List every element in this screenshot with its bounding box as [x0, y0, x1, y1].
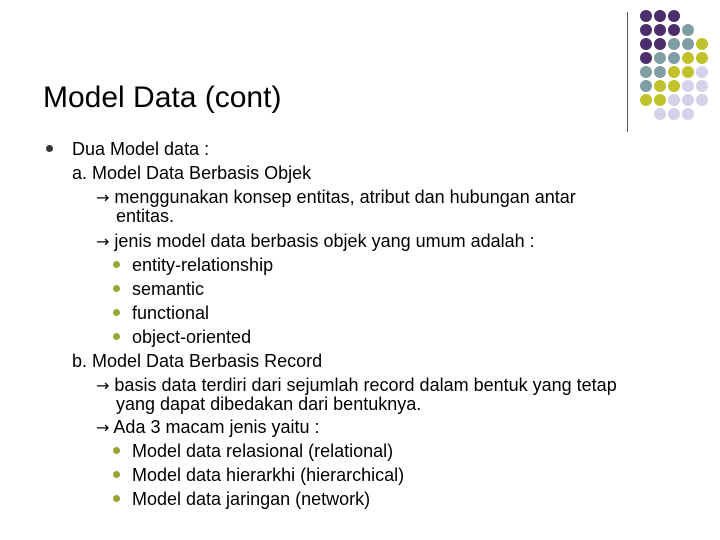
decor-dot — [682, 108, 694, 120]
decor-dot — [668, 10, 680, 22]
decor-dot — [668, 24, 680, 36]
decor-dot — [682, 24, 694, 36]
decor-dot — [654, 108, 666, 120]
decor-dot — [668, 80, 680, 92]
decor-dot — [654, 66, 666, 78]
decor-dot — [682, 80, 694, 92]
intro-text: Dua Model data : — [72, 139, 210, 159]
bullet-icon — [113, 261, 120, 268]
bullet-icon — [113, 285, 120, 292]
list-item: Model data relasional (relational) — [113, 439, 393, 463]
list-item: Model data hierarkhi (hierarchical) — [113, 463, 404, 487]
decor-dot — [654, 10, 666, 22]
slide-title: Model Data (cont) — [43, 81, 282, 114]
arrow-icon: → — [96, 188, 110, 207]
list-item: functional — [113, 301, 209, 325]
decor-dot — [696, 66, 708, 78]
decorative-dot-grid — [640, 10, 720, 118]
point-text: Ada 3 macam jenis yaitu : — [113, 417, 320, 437]
decor-dot — [640, 94, 652, 106]
decor-dot — [682, 66, 694, 78]
decor-dot — [640, 38, 652, 50]
list-item: semantic — [113, 277, 204, 301]
decor-dot — [640, 80, 652, 92]
decor-dot — [682, 94, 694, 106]
arrow-icon: → — [96, 376, 110, 395]
decor-dot — [654, 94, 666, 106]
section-a-point2 — [96, 229, 535, 254]
decor-dot — [640, 24, 652, 36]
decor-dot — [654, 24, 666, 36]
arrow-icon: → — [96, 232, 110, 251]
main-bullet — [46, 145, 53, 152]
decor-dot — [668, 52, 680, 64]
section-b-point2 — [96, 415, 320, 440]
section-a-label: a. Model Data Berbasis Objek — [72, 163, 312, 183]
bullet-icon — [113, 495, 120, 502]
decor-dot — [654, 52, 666, 64]
section-b-label: b. Model Data Berbasis Record — [72, 351, 323, 371]
list-item: Model data jaringan (network) — [113, 487, 370, 511]
list-item: object-oriented — [113, 325, 251, 349]
decor-dot — [654, 38, 666, 50]
title-divider — [627, 12, 628, 132]
decor-dot — [654, 80, 666, 92]
decor-dot — [682, 38, 694, 50]
section-b-point1-cont: yang dapat dibedakan dari bentuknya. — [116, 394, 422, 414]
decor-dot — [640, 10, 652, 22]
bullet-icon — [113, 309, 120, 316]
decor-dot — [668, 94, 680, 106]
decor-dot — [640, 66, 652, 78]
bullet-icon — [113, 471, 120, 478]
decor-dot — [682, 52, 694, 64]
point-text: basis data terdiri dari sejumlah record dalam bentuk yang tetap — [114, 375, 617, 395]
decor-dot — [668, 66, 680, 78]
decor-dot — [696, 38, 708, 50]
decor-dot — [696, 52, 708, 64]
decor-dot — [640, 52, 652, 64]
bullet-icon — [113, 333, 120, 340]
list-item: entity-relationship — [113, 253, 273, 277]
point-text: jenis model data berbasis objek yang umum adalah : — [114, 231, 535, 251]
point-text: menggunakan konsep entitas, atribut dan hubungan antar — [114, 187, 576, 207]
decor-dot — [696, 94, 708, 106]
decor-dot — [668, 38, 680, 50]
arrow-icon: → — [96, 418, 110, 437]
section-a-point1-cont: entitas. — [116, 206, 175, 226]
decor-dot — [696, 80, 708, 92]
bullet-icon — [113, 447, 120, 454]
decor-dot — [668, 108, 680, 120]
